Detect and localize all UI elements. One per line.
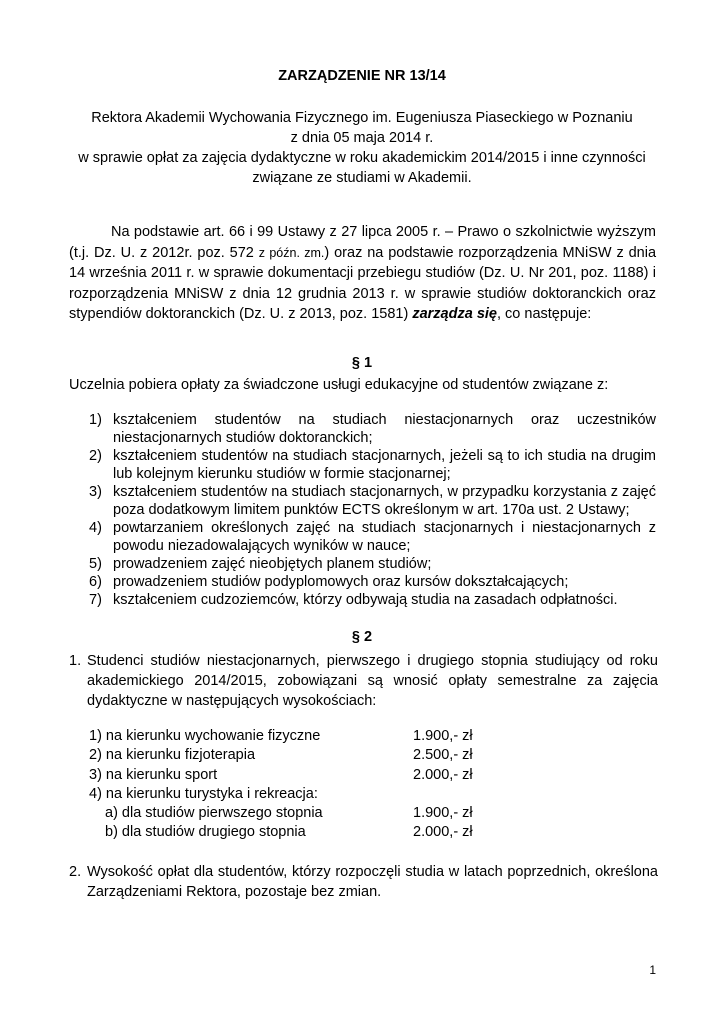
- fee-amount: 1.900,- zł: [413, 728, 473, 744]
- list-item-text: kształceniem cudzoziemców, którzy odbywają studia na zasadach odpłatności.: [113, 592, 618, 608]
- section2-point: [69, 862, 658, 902]
- list-item-number: 7): [89, 592, 102, 608]
- section2-point: [69, 651, 658, 711]
- document-header: [60, 108, 664, 188]
- list-item-text: kształceniem studentów na studiach niestacjonarnych oraz uczestników niestacjonarnych studiów doktoranckich;: [113, 412, 656, 446]
- point-number: 1.: [69, 653, 82, 669]
- section1-lead: Uczelnia pobiera opłaty za świadczone usługi edukacyjne od studentów związane z:: [69, 377, 609, 393]
- list-item-text: kształceniem studentów na studiach stacjonarnych, jeżeli są to ich studia na drugim lub kolejnym kierunku studiów w formie stacjonarnej;: [113, 448, 656, 482]
- list-item-number: 5): [89, 556, 102, 572]
- fee-label: 3) na kierunku sport: [89, 766, 218, 783]
- intro-text: ) oraz na podstawie rozporządzenia MNiSW z dnia 14 września 2011 r. w sprawie dokumentacji przebiegu studiów (Dz. U. Nr 201, poz. 1188) i rozporządzenia MNiSW z dnia 12 grudnia 2013 r. w sprawie studiów doktoranckich oraz stypendiów doktoranckich (Dz. U. z 2013, poz. 1581): [69, 244, 657, 322]
- list-item-text: prowadzeniem studiów podyplomowych oraz kursów dokształcających;: [113, 574, 569, 590]
- fee-label: 4) na kierunku turystyka i rekreacja:: [89, 785, 318, 802]
- section2-point2: [69, 862, 658, 902]
- section2-point1: [69, 651, 658, 711]
- fee-label: 2) na kierunku fizjoterapia: [89, 747, 256, 764]
- intro-text: , co następuje:: [496, 306, 592, 322]
- header-line: Rektora Akademii Wychowania Fizycznego im. Eugeniusza Piaseckiego w Poznaniu: [91, 110, 633, 126]
- list-item-text: prowadzeniem zajęć nieobjętych planem studiów;: [113, 556, 432, 572]
- intro-paragraph: [69, 222, 656, 325]
- fee-label: b) dla studiów drugiego stopnia: [105, 824, 306, 841]
- section1-heading: § 1: [351, 355, 373, 371]
- list-item: [89, 519, 656, 555]
- fee-label: a) dla studiów pierwszego stopnia: [105, 805, 323, 822]
- fee-label: 1) na kierunku wychowanie fizyczne: [89, 728, 321, 744]
- list-item: [89, 591, 656, 609]
- fee-amount: 2.500,- zł: [413, 747, 473, 764]
- document-title: ZARZĄDZENIE NR 13/14: [278, 68, 446, 84]
- fee-amount: 2.000,- zł: [413, 766, 473, 783]
- header-line: w sprawie opłat za zajęcia dydaktyczne w roku akademickim 2014/2015 i inne czynności: [78, 150, 646, 166]
- fee-amount: 2.000,- zł: [413, 824, 473, 841]
- point-number: 2.: [69, 864, 82, 880]
- fee-row: [89, 746, 509, 765]
- fee-row: [89, 823, 509, 842]
- list-item: [89, 411, 656, 447]
- list-item-number: 4): [89, 520, 102, 536]
- list-item-number: 6): [89, 574, 102, 590]
- intro-emphasis: zarządza się: [412, 306, 497, 322]
- fee-amount: 1.900,- zł: [413, 805, 473, 822]
- fee-row: [89, 727, 509, 746]
- list-item: [89, 447, 656, 483]
- list-item-text: powtarzaniem określonych zajęć na studiach stacjonarnych i niestacjonarnych z powodu niezadowalających wyników w nauce;: [113, 520, 656, 554]
- fee-table: [89, 727, 509, 843]
- list-item: [89, 573, 656, 591]
- header-line: z dnia 05 maja 2014 r.: [290, 130, 434, 146]
- section1-list: [89, 411, 656, 609]
- page-number: 1: [649, 963, 656, 977]
- list-item: [89, 483, 656, 519]
- list-item-number: 2): [89, 448, 102, 464]
- list-item: [89, 555, 656, 573]
- list-item-number: 1): [89, 412, 102, 428]
- fee-row: [89, 766, 509, 785]
- fee-row: [89, 785, 509, 804]
- list-item-text: kształceniem studentów na studiach stacjonarnych, w przypadku korzystania z zajęć poza dodatkowym limitem punktów ECTS określonym w art. 170a ust. 2 Ustawy;: [113, 484, 656, 518]
- header-line: związane ze studiami w Akademii.: [252, 170, 472, 186]
- intro-small-text: z późn. zm.: [258, 245, 325, 260]
- section2-heading: § 2: [351, 629, 373, 645]
- point-text: Wysokość opłat dla studentów, którzy rozpoczęli studia w latach poprzednich, określona Zarządzeniami Rektora, pozostaje bez zmian.: [87, 864, 658, 900]
- point-text: Studenci studiów niestacjonarnych, pierwszego i drugiego stopnia studiujący od roku akademickiego 2014/2015, zobowiązani są wnosić opłaty semestralne za zajęcia dydaktyczne w następujących wysokościach:: [87, 653, 658, 709]
- intro-text: Na podstawie art. 66 i 99 Ustawy z 27 lipca 2005 r. – Prawo o szkolnictwie wyższym (t.j. Dz. U. z 2012r. poz. 572: [69, 224, 656, 261]
- list-item-number: 3): [89, 484, 102, 500]
- fee-row: [89, 804, 509, 823]
